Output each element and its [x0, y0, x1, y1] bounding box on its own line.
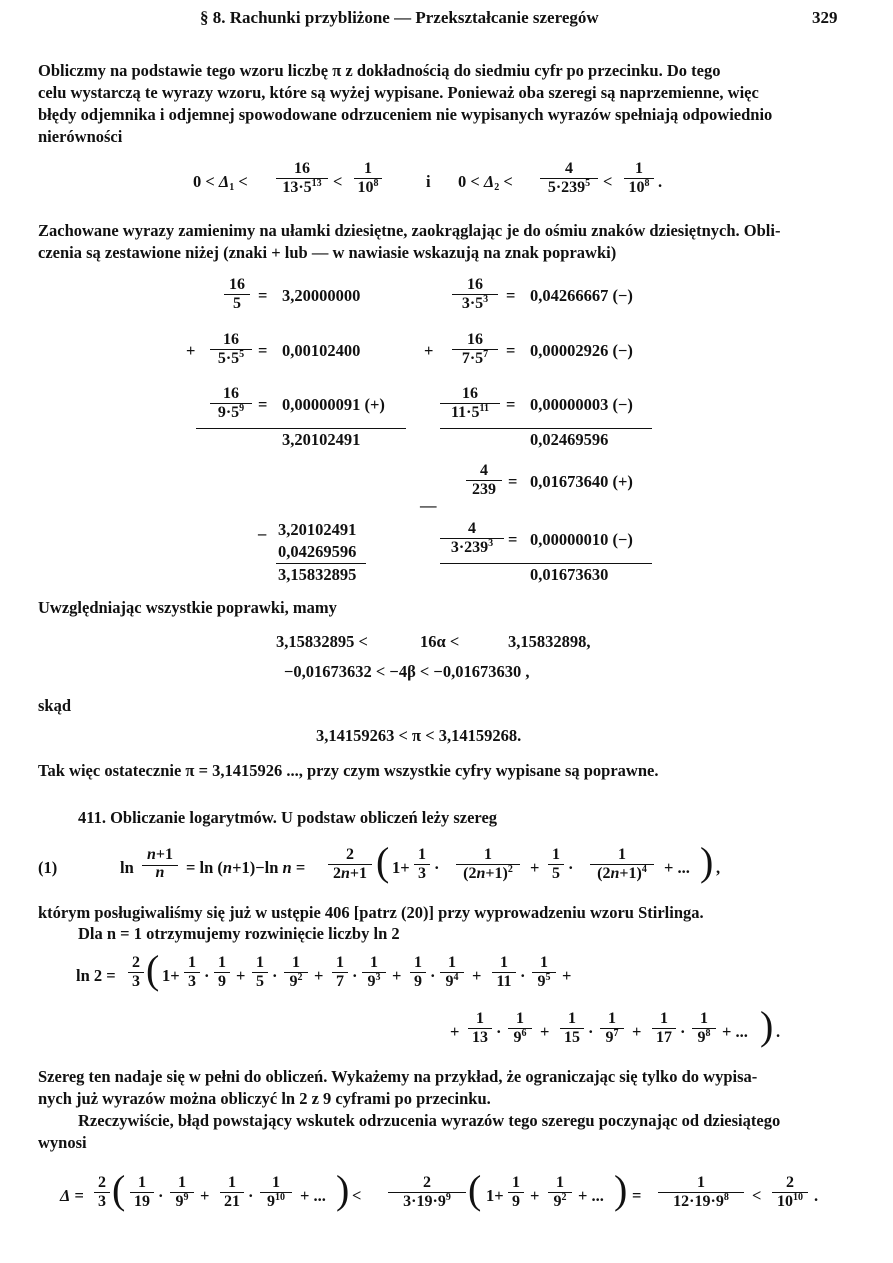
fraction: $\frac{1}{3}$: [184, 954, 200, 991]
fraction: $\frac{2}{3\cdot 19\cdot 9^9}$: [388, 1174, 466, 1211]
calc-sum: 3,15832895: [278, 565, 357, 584]
fraction: $\frac{1}{9}$: [410, 954, 426, 991]
fraction: $\frac{1}{17}$: [652, 1010, 676, 1047]
page: § 8. Rachunki przybliżone — Przekształcanie szeregów 329 Obliczmy na podstawie tego wzoru liczbę π z dokładnością do siedmiu cyfr po przecinku. Do tego celu wystarczą te wyrazy wzoru, które są wyżej wypisane. Ponieważ oba szeregi są naprzemienne, więc błędy odjemnika i odjemnej spowodowane odrzuceniem nie wypisanych wyrazów spełniają odpowiednio nierówności $0 < \Delta_1$ < $\frac{16}{13\cdot 5^{13}}$ < $\frac{1}{10^8}$ i $0 < \Delta_2$ < $\frac{4}{5\cdot 239^5}$ < $\frac{1}{10^8}$ . Zachowane wyrazy zamienimy na ułamki dziesiętne, zaokrąglając je do ośmiu znaków dziesiętnych. Obli- czenia są zestawione niżej (znaki + lub — w nawiasie wskazują na znak poprawki) $\frac{16}{5}$ = 3,20000000 + $\frac{16}{5\cdot 5^5}$ = 0,00102400 $\frac{16}{9\cdot 5^9}$ = 0,00000091 (+) 3,20102491 $\frac{16}{3\cdot 5^3}$ = 0,04266667 (−) + $\frac{16}{7\cdot 5^7}$ = 0,00002926 (−) $\frac{16}{11\cdot 5^{11}}$ = 0,00000003 (−) 0,02469596 $\frac{4}{239}$ = 0,01673640 (+) — _ 3,20102491 0,04269596 3,15832895 $\frac{4}{3\cdot 239^3}$ = 0,00000010 (−) 0,01673630 Uwzględniając wszystkie poprawki, mamy 3,15832895 < 16α < 3,15832898, −0,01673632 < −4β < −0,01673630 , skąd 3,14159263 < π < 3,14159268. Tak więc ostatecznie π = 3,1415926 ..., przy czym wszystkie cyfry wypisane są poprawne. 411. Obliczanie logarytmów. U podstaw obliczeń leży szereg (1) ln n+1 n = ln (n+1)−ln n = $\frac{2}{2n+1}$ ( 1+ $\frac{1}{3}$ · $\frac{1}{(2n+1)^2}$ + $\frac{1}{5}$ · $\frac{1}{(2n+1)^4}$ + ... ) , którym posługiwaliśmy się już w ustępie 406 [patrz (20)] przy wyprowadzeniu wzoru Stirlinga. Dla n = 1 otrzymujemy rozwinięcie liczby ln 2 ln 2 = $\frac{2}{3}$ ( 1+ $\frac{1}{3}$ · $\frac{1}{9}$ + $\frac{1}{5}$ · $\frac{1}{9^2}$ + $\frac{1}{7}$ · $\frac{1}{9^3}$ + $\frac{1}{9}$ · $\frac{1}{9^4}$ + $\frac{1}{11}$ · $\frac{1}{9^5}$ + + $\frac{1}{13}$ · $\frac{1}{9^6}$ + $\frac{1}{15}$ · $\frac{1}{9^7}$ + $\frac{1}{17}$ · $\frac{1}{9^8}$ + ... ) . Szereg ten nadaje się w pełni do obliczeń. Wykażemy na przykład, że ograniczając się tylko do wypisa- nych już wyrazów można obliczyć ln 2 z 9 cyframi po przecinku. Rzeczywiście, błąd powstający wskutek odrzucenia wyrazów tego szeregu poczynając od dziesiątego wynosi Δ = $\frac{2}{3}$ ( $\frac{1}{19}$ · $\frac{1}{9^9}$ + $\frac{1}{21}$ · $\frac{1}{9^{10}}$ + ... ) < $\frac{2}{3\cdot 19\cdot 9^9}$ ( 1+ $\frac{1}{9}$ + $\frac{1}{9^2}$ + ... ) = $\frac{1}{12\cdot 19\cdot 9^8}$ < $\frac{2}{10^{10}}$ .: [38, 8, 838, 1212]
calc-value: 0,00102400: [282, 341, 361, 360]
text-line: którym posługiwaliśmy się już w ustępie 406 [patrz (20)] przy wyprowadzeniu wzoru Stirlinga.: [38, 903, 704, 922]
calc-value: 0,04266667 (−): [530, 286, 633, 305]
section-heading: 411. Obliczanie logarytmów. U podstaw obliczeń leży szereg: [78, 808, 498, 827]
fraction: $\frac{1}{13}$: [468, 1010, 492, 1047]
fraction: $\frac{16}{5}$: [224, 276, 250, 313]
formula-delta1: $0 < \Delta_1$ <: [193, 172, 248, 193]
fraction: $\frac{1}{11}$: [492, 954, 516, 991]
fraction: $\frac{2}{2n+1}$: [328, 846, 372, 883]
text-line: Uwzględniając wszystkie poprawki, mamy: [38, 598, 337, 617]
fraction: $\frac{1}{9}$: [214, 954, 230, 991]
fraction: $\frac{1}{9^9}$: [170, 1174, 194, 1211]
fraction: $\frac{16}{13\cdot 5^{13}}$: [276, 160, 328, 197]
fraction: $\frac{1}{(2n+1)^2}$: [456, 846, 520, 883]
fraction: $\frac{1}{7}$: [332, 954, 348, 991]
fraction: $\frac{1}{15}$: [560, 1010, 584, 1047]
bound: 3,15832895 <: [276, 632, 368, 651]
sum-rule: [440, 428, 652, 429]
bound: 3,14159263 < π < 3,14159268.: [316, 726, 522, 745]
page-number: 329: [812, 8, 838, 27]
fraction: $\frac{1}{9^7}$: [600, 1010, 624, 1047]
running-header: § 8. Rachunki przybliżone — Przekształcanie szeregów: [200, 8, 599, 27]
fraction: $\frac{1}{12\cdot 19\cdot 9^8}$: [658, 1174, 744, 1211]
fraction: $\frac{1}{19}$: [130, 1174, 154, 1211]
text-line: nierówności: [38, 127, 123, 146]
text-line: Dla n = 1 otrzymujemy rozwinięcie liczby ln 2: [78, 924, 400, 943]
fraction: $\frac{16}{3\cdot 5^3}$: [452, 276, 498, 313]
bound: 16α <: [420, 632, 460, 651]
text-line: skąd: [38, 696, 72, 715]
sum-rule: [196, 428, 406, 429]
bound: −0,01673632 < −4β < −0,01673630 ,: [284, 662, 530, 681]
text-line: Tak więc ostatecznie π = 3,1415926 ..., przy czym wszystkie cyfry wypisane są poprawne.: [38, 761, 659, 780]
fraction: $\frac{4}{5\cdot 239^5}$: [540, 160, 598, 197]
fraction: $\frac{16}{9\cdot 5^9}$: [210, 385, 252, 422]
fraction: $\frac{1}{3}$: [414, 846, 430, 883]
calc-sum: 0,02469596: [530, 430, 609, 449]
sum-rule: [440, 563, 652, 564]
fraction: $\frac{1}{9^3}$: [362, 954, 386, 991]
text-line: wynosi: [38, 1133, 87, 1152]
calc-value: 0,00000010 (−): [530, 530, 633, 549]
fraction: $\frac{1}{10^8}$: [354, 160, 382, 197]
calc-sum: 0,01673630: [530, 565, 609, 584]
text-line: Szereg ten nadaje się w pełni do obliczeń. Wykażemy na przykład, że ograniczając się tylko do wypisa-: [38, 1067, 758, 1086]
section-title: 411. Obliczanie logarytmów.: [78, 808, 277, 827]
fraction: $\frac{16}{7\cdot 5^7}$: [452, 331, 498, 368]
fraction: $\frac{1}{(2n+1)^4}$: [590, 846, 654, 883]
formula-delta: Δ =: [60, 1186, 84, 1205]
fraction: $\frac{2}{3}$: [128, 954, 144, 991]
calc-value: 0,00000091 (+): [282, 395, 385, 414]
fraction: $\frac{4}{239}$: [466, 462, 502, 499]
fraction: $\frac{2}{3}$: [94, 1174, 110, 1211]
sum-rule: [276, 563, 366, 564]
fraction: $\frac{1}{9^6}$: [508, 1010, 532, 1047]
fraction: $\frac{1}{10^8}$: [624, 160, 654, 197]
text-line: celu wystarczą te wyrazy wzoru, które są wyżej wypisane. Ponieważ oba szeregi są naprzemienne, więc: [38, 83, 759, 102]
fraction: $\frac{1}{9^{10}}$: [260, 1174, 292, 1211]
fraction: $\frac{2}{10^{10}}$: [772, 1174, 808, 1211]
calc-value: 0,00000003 (−): [530, 395, 633, 414]
calc-value: 0,01673640 (+): [530, 472, 633, 491]
fraction: $\frac{16}{11\cdot 5^{11}}$: [440, 385, 500, 422]
fraction: $\frac{1}{9^8}$: [692, 1010, 716, 1047]
fraction: $\frac{1}{5}$: [252, 954, 268, 991]
fraction: $\frac{1}{9^2}$: [548, 1174, 572, 1211]
text-line: nych już wyrazów można obliczyć ln 2 z 9 cyframi po przecinku.: [38, 1089, 491, 1108]
fraction: $\frac{1}{5}$: [548, 846, 564, 883]
formula-delta2: $0 < \Delta_2$ <: [458, 172, 513, 193]
fraction: $\frac{1}{21}$: [220, 1174, 244, 1211]
equation-label: (1): [38, 858, 58, 877]
calc-value: 3,20102491: [278, 520, 357, 539]
text-line: Obliczmy na podstawie tego wzoru liczbę π z dokładnością do siedmiu cyfr po przecinku. Do tego: [38, 61, 721, 80]
fraction: $\frac{4}{3\cdot 239^3}$: [440, 520, 504, 557]
fraction: $\frac{1}{9^5}$: [532, 954, 556, 991]
fraction: $\frac{1}{9^2}$: [284, 954, 308, 991]
calc-value: 3,20000000: [282, 286, 361, 305]
fraction: $\frac{1}{9}$: [508, 1174, 524, 1211]
calc-sum: 3,20102491: [282, 430, 361, 449]
calc-value: 0,04269596: [278, 542, 357, 561]
fraction: n+1 n: [146, 846, 174, 881]
text-line: Rzeczywiście, błąd powstający wskutek odrzucenia wyrazów tego szeregu poczynając od dziesiątego: [78, 1111, 781, 1130]
fraction: $\frac{1}{9^4}$: [440, 954, 464, 991]
text-line: błędy odjemnika i odjemnej spowodowane odrzuceniem nie wypisanych wyrazów spełniają odpowiednio: [38, 105, 773, 124]
text-line: Zachowane wyrazy zamienimy na ułamki dziesiętne, zaokrąglając je do ośmiu znaków dziesiętnych. Obli-: [38, 221, 781, 240]
bound: 3,15832898,: [508, 632, 591, 651]
calc-value: 0,00002926 (−): [530, 341, 633, 360]
fraction: $\frac{16}{5\cdot 5^5}$: [210, 331, 252, 368]
text-line: czenia są zestawione niżej (znaki + lub — w nawiasie wskazują na znak poprawki): [38, 243, 617, 262]
